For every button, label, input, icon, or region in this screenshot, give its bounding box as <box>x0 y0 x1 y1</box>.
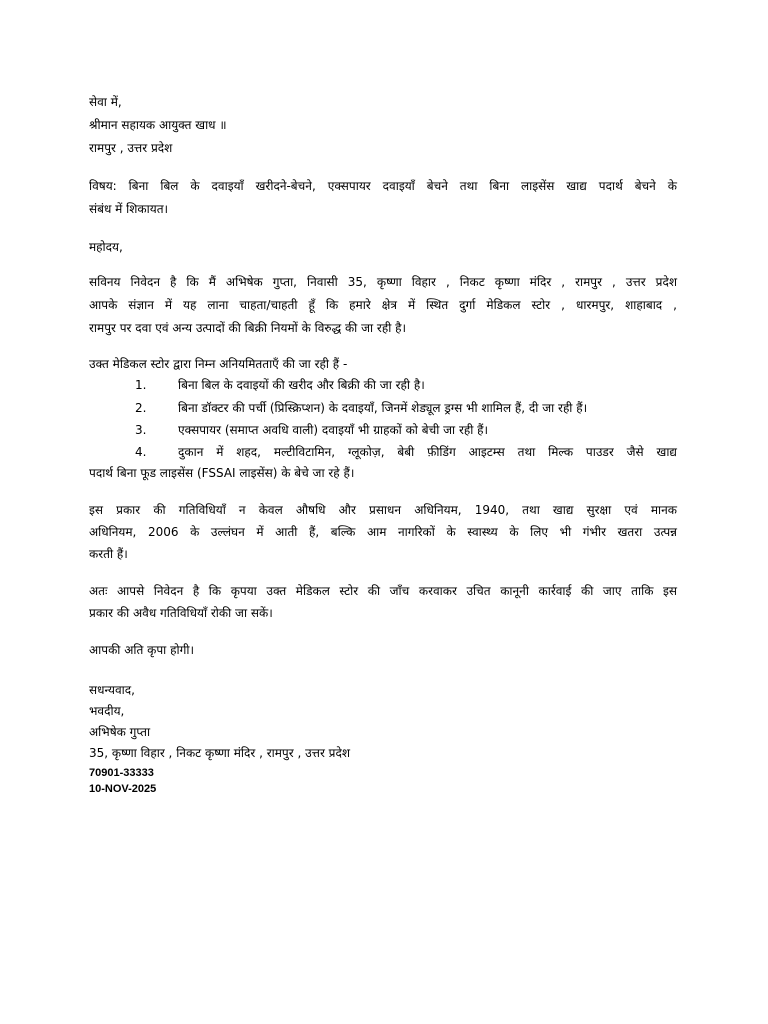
list-item-number: 1. <box>135 378 147 392</box>
closing-line: आपकी अति कृपा होगी। <box>89 643 194 657</box>
signoff-yours: भवदीय, <box>89 704 125 718</box>
list-item-text: एक्सपायर (समाप्त अवधि वाली) दवाइयाँ भी ग्राहकों को बेची जा रही हैं। <box>178 423 489 437</box>
list-item-number: 4. <box>135 445 147 459</box>
para2-line-3: करती हैं। <box>89 547 128 561</box>
para3-line-1: अतः आपसे निवेदन है कि कृपया उक्त मेडिकल स्टोर की जाँच करवाकर उचित कानूनी कार्रवाई की जाए ताकि इस <box>89 584 677 598</box>
recipient-line-3: रामपुर , उत्तर प्रदेश <box>89 141 173 155</box>
signoff-thanks: सधन्यवाद, <box>89 683 135 697</box>
letter-date: 10-NOV-2025 <box>89 783 157 795</box>
salutation: महोदय, <box>89 240 123 254</box>
recipient-line-2: श्रीमान सहायक आयुक्त खाध ॥ <box>89 118 227 132</box>
sender-name: अभिषेक गुप्ता <box>89 725 151 739</box>
list-item-number: 3. <box>135 423 147 437</box>
list-item-continuation: पदार्थ बिना फूड लाइसेंस (FSSAI लाइसेंस) के बेचे जा रहे हैं। <box>89 466 355 480</box>
sender-address: 35, कृष्णा विहार , निकट कृष्णा मंदिर , रामपुर , उत्तर प्रदेश <box>89 746 351 760</box>
recipient-line-1: सेवा में, <box>89 95 122 109</box>
para1-line-2: आपके संज्ञान में यह लाना चाहता/चाहती हूँ कि हमारे क्षेत्र में स्थित दुर्गा मेडिकल स्टोर , धारमपुर, शाहाबाद , <box>89 298 677 312</box>
para1-line-3: रामपुर पर दवा एवं अन्य उत्पादों की बिक्री नियमों के विरुद्ध की जा रही है। <box>89 321 407 335</box>
sender-phone: 70901-33333 <box>89 767 154 779</box>
para3-line-2: प्रकार की अवैध गतिविधियाँ रोकी जा सकें। <box>89 606 273 620</box>
list-intro: उक्त मेडिकल स्टोर द्वारा निम्न अनियमितताएँ की जा रही हैं - <box>89 357 348 371</box>
para2-line-1: इस प्रकार की गतिविधियाँ न केवल औषधि और प्रसाधन अधिनियम, 1940, तथा खाद्य सुरक्षा एवं मानक <box>89 503 677 517</box>
list-item-number: 2. <box>135 401 147 415</box>
subject-line-1: विषय: बिना बिल के दवाइयाँ खरीदने-बेचने, एक्सपायर दवाइयाँ बेचने तथा बिना लाइसेंस खाद्य पदार्थ बेचने के <box>89 179 677 193</box>
para2-line-2: अधिनियम, 2006 के उल्लंघन में आती हैं, बल्कि आम नागरिकों के स्वास्थ्य के लिए भी गंभीर खतरा उत्पन्न <box>89 525 677 539</box>
list-item-text: बिना डॉक्टर की पर्ची (प्रिस्क्रिप्शन) के दवाइयाँ, जिनमें शेड्यूल ड्रग्स भी शामिल हैं, दी जा रही हैं। <box>178 401 588 415</box>
subject-line-2: संबंध में शिकायत। <box>89 202 169 216</box>
para1-line-1: सविनय निवेदन है कि मैं अभिषेक गुप्ता, निवासी 35, कृष्णा विहार , निकट कृष्णा मंदिर , रामपुर , उत्तर प्रदेश <box>89 275 677 289</box>
list-item-text: दुकान में शहद, मल्टीविटामिन, ग्लूकोज़, बेबी फ़ीडिंग आइटम्स तथा मिल्क पाउडर जैसे खाद्य <box>178 445 677 459</box>
list-item-text: बिना बिल के दवाइयों की खरीद और बिक्री की जा रही है। <box>178 378 425 392</box>
